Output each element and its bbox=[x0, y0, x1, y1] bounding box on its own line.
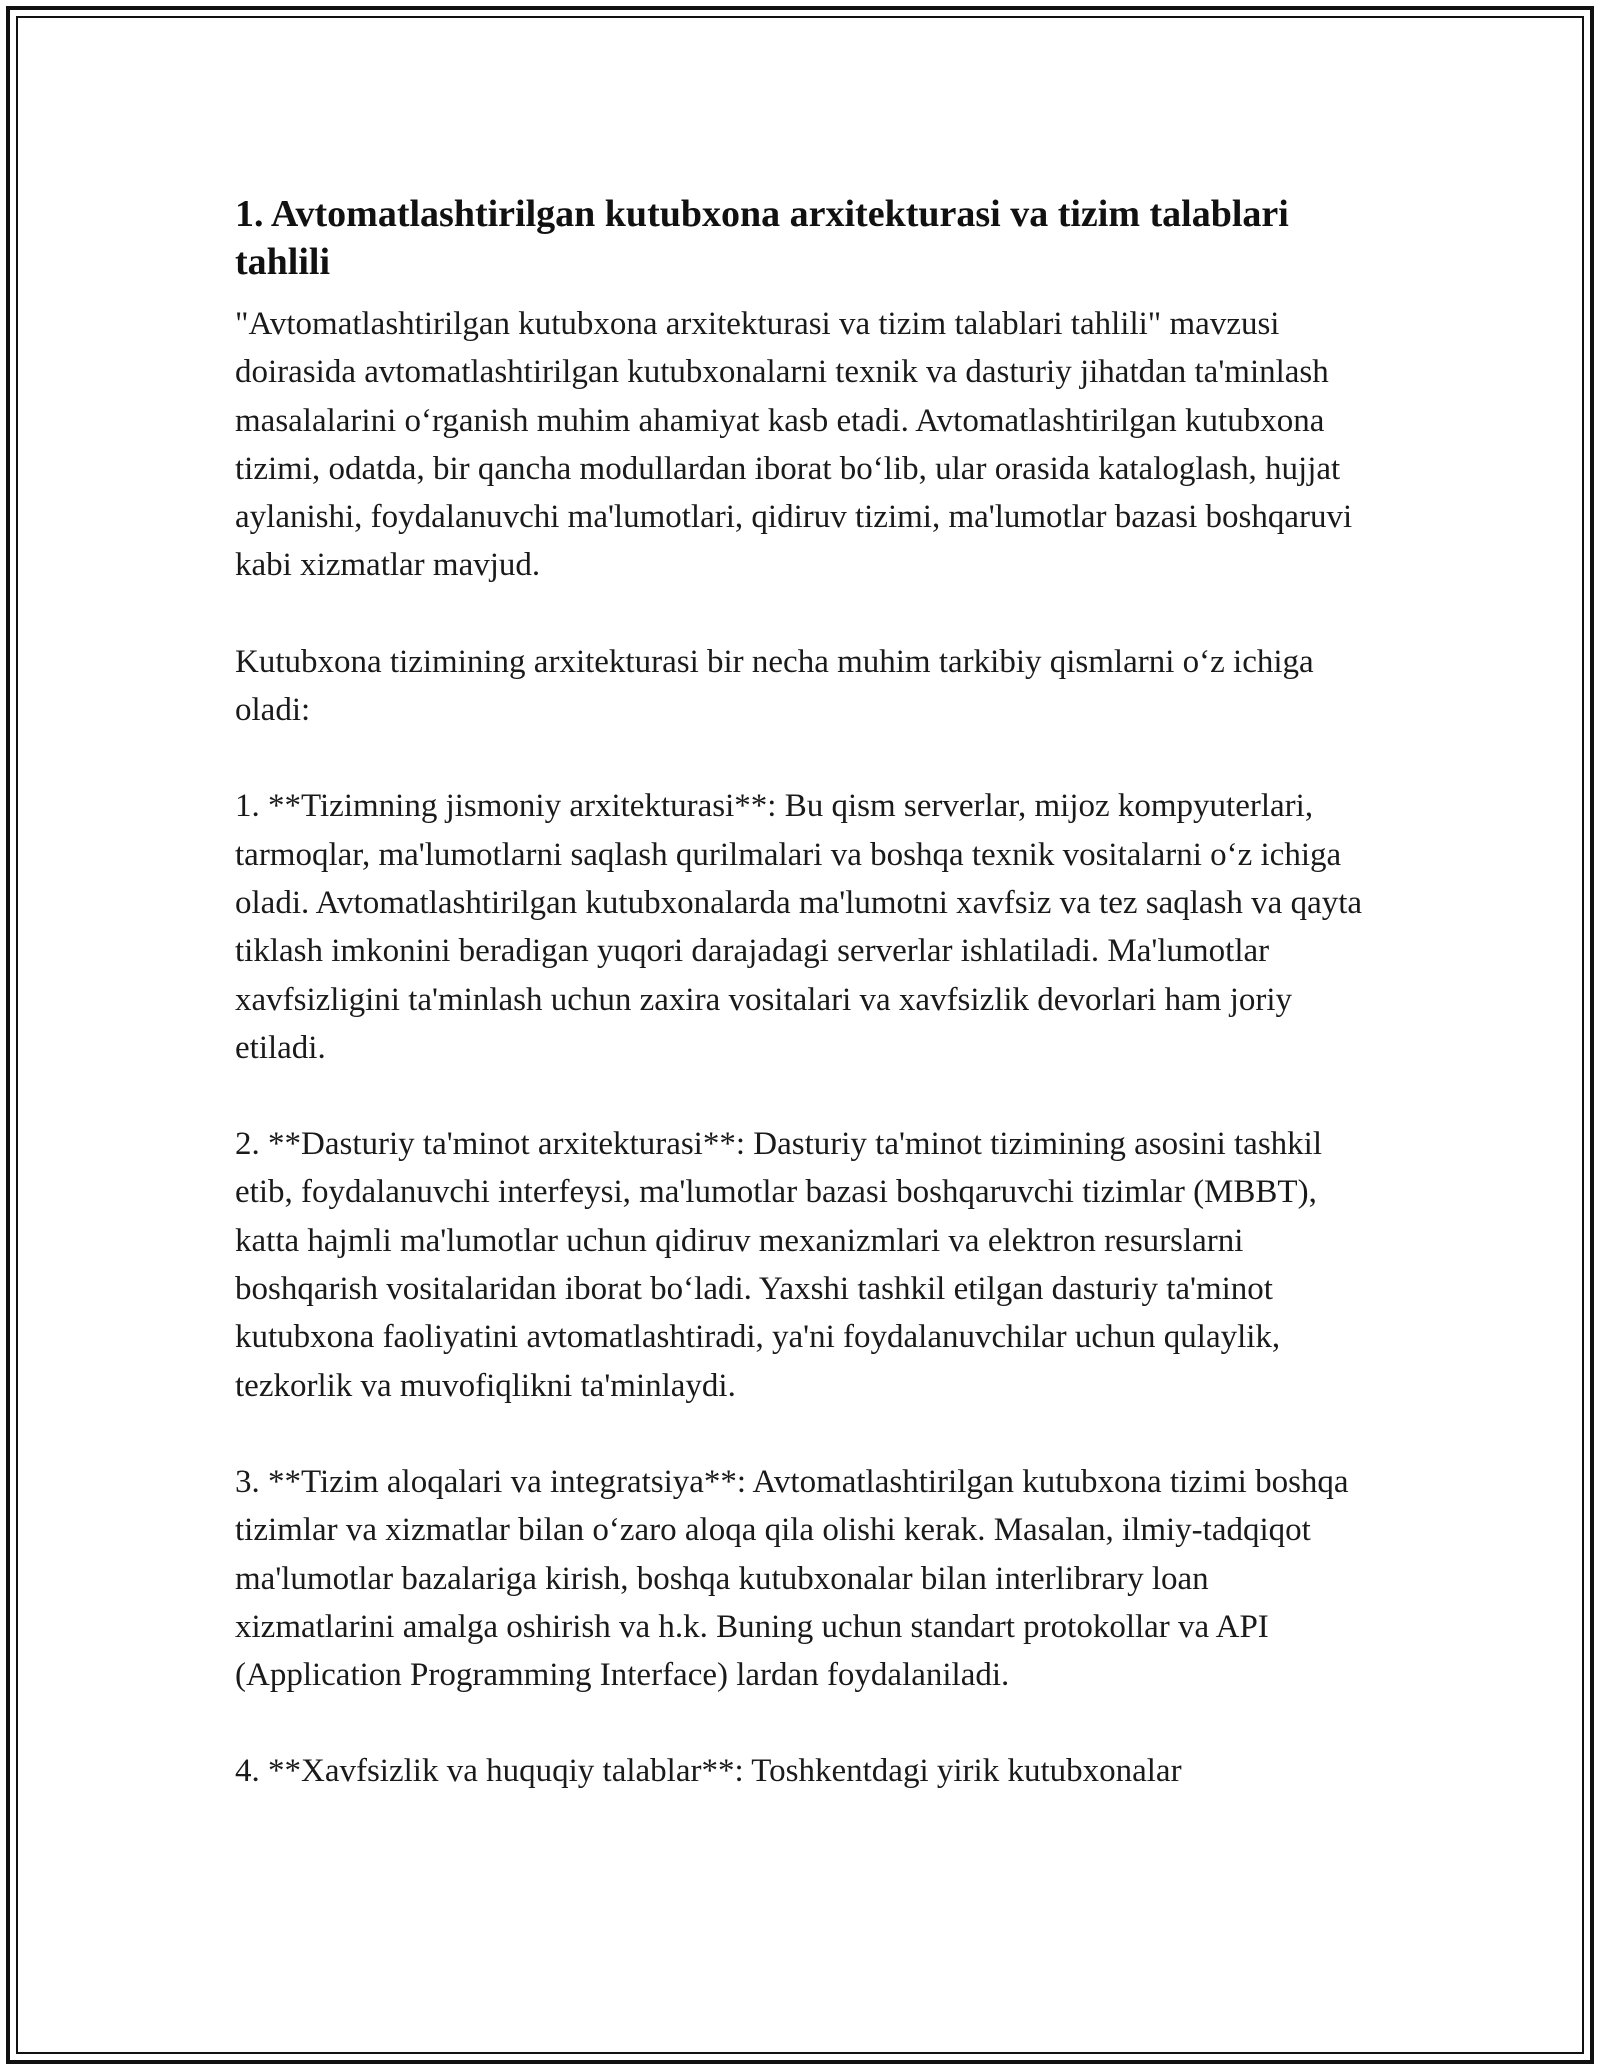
paragraph-architecture-overview: Kutubxona tizimining arxitekturasi bir necha muhim tarkibiy qismlarni o‘z ichiga oladi: bbox=[235, 643, 1314, 729]
list-item-physical-architecture: 1. **Tizimning jismoniy arxitekturasi**: Bu qism serverlar, mijoz kompyuterlari, tarmoqlar, ma'lumotlarni saqlash qurilmalari va boshqa texnik vositalarni o‘z ichiga oladi. Avtomatlashtirilgan kutubxonalarda ma'lumotni xavfsiz va tez saqlash va qayta tiklash imkonini beradigan yuqori darajadagi serverlar ishlatiladi. Ma'lumotlar xavfsizligini ta'minlash uchun zaxira vositalari va xavfsizlik devorlari ham joriy etiladi. bbox=[235, 788, 1363, 1066]
list-item-software-architecture: 2. **Dasturiy ta'minot arxitekturasi**: Dasturiy ta'minot tizimining asosini tashkil etib, foydalanuvchi interfeysi, ma'lumotlar bazasi boshqaruvchi tizimlar (MBBT), katta hajmli ma'lumotlar uchun qidiruv mexanizmlari va elektron resurslarni boshqarish vositalaridan iborat bo‘ladi. Yaxshi tashkil etilgan dasturiy ta'minot kutubxona faoliyatini avtomatlashtiradi, ya'ni foydalanuvchilar uchun qulaylik, tezkorlik va muvofiqlikni ta'minlaydi. bbox=[235, 1126, 1323, 1404]
document-body bbox=[235, 190, 1375, 1796]
list-item-security-requirements: 4. **Xavfsizlik va huquqiy talablar**: Toshkentdagi yirik kutubxonalar bbox=[235, 1753, 1182, 1790]
document-title: 1. Avtomatlashtirilgan kutubxona arxitekturasi va tizim talablari tahlili bbox=[235, 193, 1289, 283]
list-item-integration: 3. **Tizim aloqalari va integratsiya**: Avtomatlashtirilgan kutubxona tizimi boshqa tizimlar va xizmatlar bilan o‘zaro aloqa qila olishi kerak. Masalan, ilmiy-tadqiqot ma'lumotlar bazalariga kirish, boshqa kutubxonalar bilan interlibrary loan xizmatlarini amalga oshirish va h.k. Buning uchun standart protokollar va API (Application Programming Interface) lardan foydalaniladi. bbox=[235, 1463, 1349, 1694]
paragraph-intro: "Avtomatlashtirilgan kutubxona arxitekturasi va tizim talablari tahlili" mavzusi doirasida avtomatlashtirilgan kutubxonalarni texnik va dasturiy jihatdan ta'minlash masalalarini o‘rganish muhim ahamiyat kasb etadi. Avtomatlashtirilgan kutubxona tizimi, odatda, bir qancha modullardan iborat bo‘lib, ular orasida kataloglash, hujjat aylanishi, foydalanuvchi ma'lumotlari, qidiruv tizimi, ma'lumotlar bazasi boshqaruvi kabi xizmatlar mavjud. bbox=[235, 306, 1353, 584]
